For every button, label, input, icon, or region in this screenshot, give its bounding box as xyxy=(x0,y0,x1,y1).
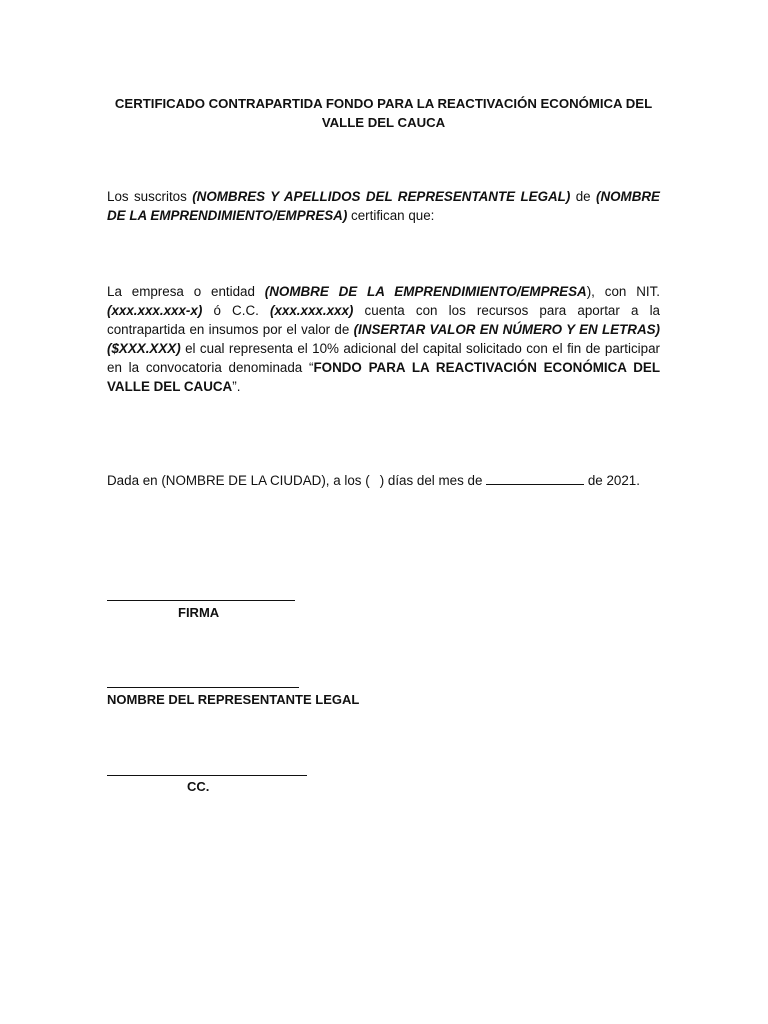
p1-text-2: de xyxy=(570,189,597,204)
p2-text-4: cuenta con los recursos para aportar a la contrapartida en insumos por el valor de xyxy=(107,303,660,337)
p2-text-1: La empresa o entidad xyxy=(107,284,265,299)
p1-text-3: certifican que: xyxy=(347,208,435,223)
p2-text-5: el cual representa el 10% adicional del capital solicitado con el fin de participar en la convocatoria denominada “ xyxy=(107,341,660,375)
p2-text-6: ”. xyxy=(232,379,241,394)
placeholder-company-name-2: (NOMBRE DE LA EMPRENDIMIENTO/EMPRESA xyxy=(264,284,587,299)
cc-label: CC. xyxy=(187,779,210,794)
month-blank-line xyxy=(486,472,584,485)
placeholder-nit: (xxx.xxx.xxx-x) xyxy=(107,303,203,318)
p2-text-2: ), con NIT. xyxy=(586,284,660,299)
name-line xyxy=(107,687,299,688)
paragraph-certification xyxy=(107,282,660,396)
placeholder-legal-representative: (NOMBRES Y APELLIDOS DEL REPRESENTANTE LEGAL) xyxy=(192,189,571,204)
placeholder-value: (INSERTAR VALOR EN NÚMERO Y EN LETRAS) ($XXX.XXX) xyxy=(107,322,661,356)
signature-label: FIRMA xyxy=(178,605,220,620)
document-title: CERTIFICADO CONTRAPARTIDA FONDO PARA LA REACTIVACIÓN ECONÓMICA DEL VALLE DEL CAUCA xyxy=(114,96,653,130)
name-label: NOMBRE DEL REPRESENTANTE LEGAL xyxy=(107,692,360,707)
signature-line xyxy=(107,600,295,601)
paragraph-date-place xyxy=(107,471,660,490)
p3-text-2: ) días del mes de xyxy=(379,473,487,488)
p1-text-1: Los suscritos xyxy=(107,189,193,204)
placeholder-cc: (xxx.xxx.xxx) xyxy=(270,303,354,318)
p3-text-3: de 2021. xyxy=(584,473,640,488)
p3-text-1: Dada en (NOMBRE DE LA CIUDAD), a los ( xyxy=(107,473,370,488)
cc-line xyxy=(107,775,307,776)
p2-text-3: ó C.C. xyxy=(202,303,270,318)
fund-name: FONDO PARA LA REACTIVACIÓN ECONÓMICA DEL VALLE DEL CAUCA xyxy=(107,360,660,394)
placeholder-company-name: (NOMBRE DE LA EMPRENDIMIENTO/EMPRESA) xyxy=(107,189,660,223)
paragraph-signatories xyxy=(107,187,660,225)
